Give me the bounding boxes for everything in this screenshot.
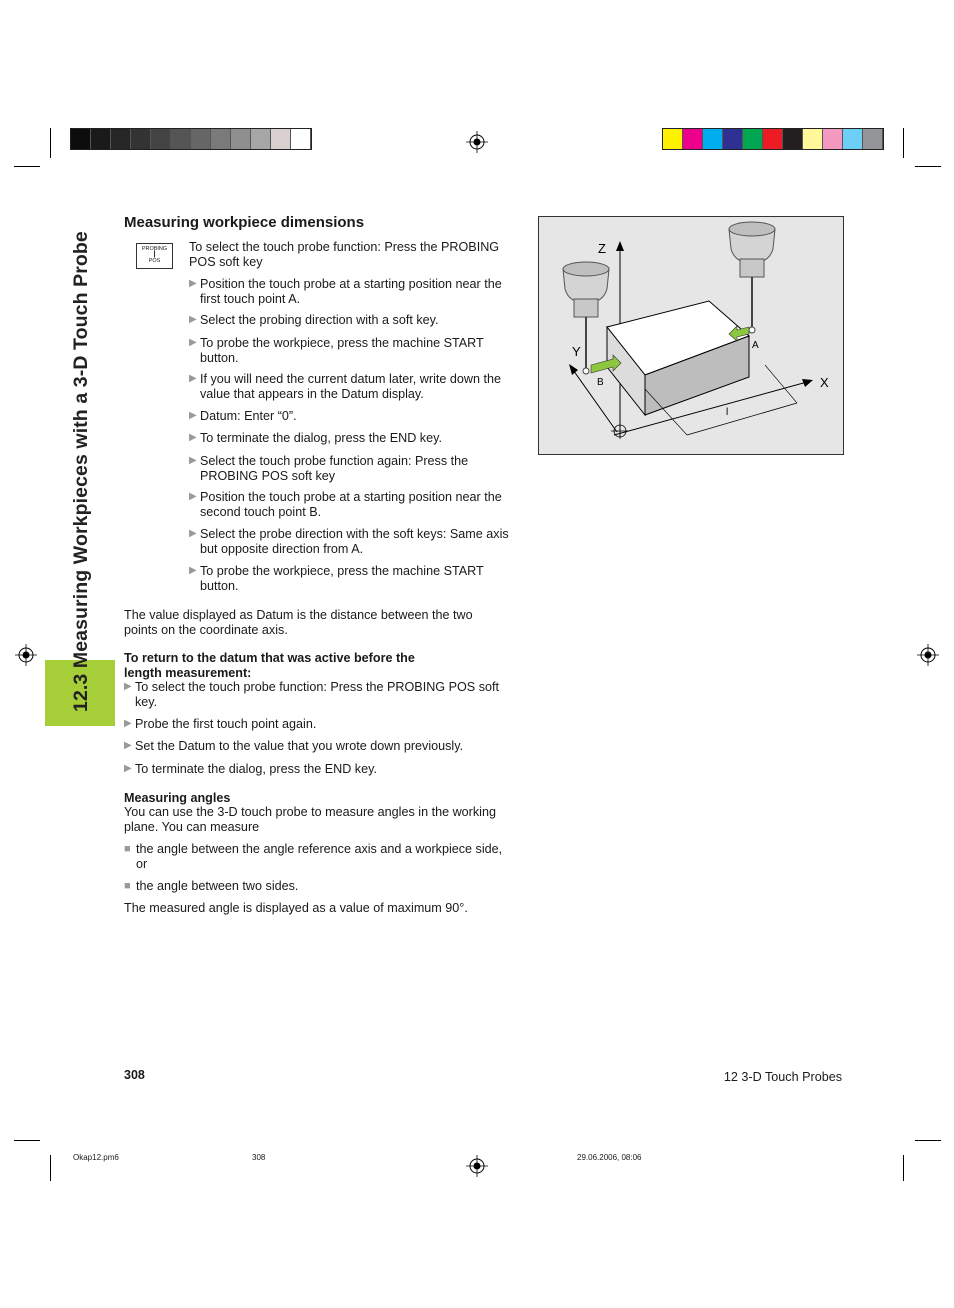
gray-swatch — [291, 129, 311, 149]
color-swatch — [743, 129, 763, 149]
registration-target-icon — [466, 131, 488, 153]
axis-label: Y — [572, 344, 581, 359]
color-swatch — [723, 129, 743, 149]
gray-swatch — [151, 129, 171, 149]
gray-swatch — [171, 129, 191, 149]
point-label: A — [752, 340, 759, 351]
crop-mark — [50, 128, 51, 158]
slug-page: 308 — [252, 1153, 266, 1162]
step-text: Select the touch probe function again: Press the PROBING POS soft key — [200, 454, 469, 483]
gray-swatch — [231, 129, 251, 149]
gray-swatch — [211, 129, 231, 149]
step-text: To select the touch probe function: Press the PROBING POS soft key — [189, 240, 500, 269]
angles-heading: Measuring angles — [124, 791, 231, 805]
return-step-text: To select the touch probe function: Press the PROBING POS soft key. — [135, 680, 499, 709]
arrow-right-icon: ▶ — [124, 681, 132, 692]
list-item — [124, 879, 504, 894]
step-item — [189, 409, 519, 424]
bullet-square-icon: ■ — [124, 843, 131, 855]
step-text: If you will need the current datum later, write down the value that appears in the Datum display. — [200, 372, 502, 401]
slug-date: 29.06.2006, 08:06 — [577, 1153, 642, 1162]
angles-outro: The measured angle is displayed as a value of maximum 90°. — [124, 901, 468, 915]
chapter-footer: 12 3-D Touch Probes — [723, 1070, 842, 1084]
step-item — [189, 490, 519, 519]
crop-mark — [14, 1140, 40, 1141]
point-label: B — [597, 377, 604, 388]
color-swatch — [863, 129, 883, 149]
crop-mark — [903, 1155, 904, 1181]
step-text: To terminate the dialog, press the END key. — [200, 431, 442, 445]
gray-swatch — [91, 129, 111, 149]
step-item — [189, 240, 519, 269]
arrow-right-icon: ▶ — [189, 455, 197, 466]
axis-label: X — [820, 375, 829, 390]
arrow-right-icon: ▶ — [189, 337, 197, 348]
arrow-right-icon: ▶ — [189, 314, 197, 325]
bullet-square-icon: ■ — [124, 880, 131, 892]
step-item — [189, 313, 519, 328]
gray-swatch — [111, 129, 131, 149]
axis-label: Z — [598, 241, 606, 256]
step-text: Datum: Enter “0”. — [200, 409, 297, 423]
probing-pos-softkey — [136, 243, 173, 269]
arrow-right-icon: ▶ — [124, 763, 132, 774]
step-item — [189, 564, 519, 593]
step-text: Select the probe direction with the soft keys: Same axis but opposite direction from A. — [200, 527, 509, 556]
arrow-right-icon: ▶ — [189, 432, 197, 443]
page-number: 308 — [124, 1068, 145, 1082]
softkey-label: POS — [148, 258, 161, 264]
color-swatch — [683, 129, 703, 149]
color-swatch — [783, 129, 803, 149]
color-swatch — [663, 129, 683, 149]
step-text: To probe the workpiece, press the machine START button. — [200, 336, 484, 365]
registration-target-icon — [15, 644, 37, 666]
list-item-text: the angle between the angle reference axis and a workpiece side, or — [136, 842, 503, 871]
list-item-text: the angle between two sides. — [136, 879, 299, 893]
section-heading: Measuring workpiece dimensions — [124, 214, 365, 231]
step-item — [189, 277, 519, 306]
return-step-item — [124, 739, 519, 754]
crop-mark — [915, 166, 941, 167]
step-text: Position the touch probe at a starting position near the second touch point B. — [200, 490, 502, 519]
slug-file: Okap12.pm6 — [73, 1153, 119, 1162]
arrow-right-icon: ▶ — [189, 278, 197, 289]
list-item — [124, 842, 504, 871]
angles-intro: You can use the 3-D touch probe to measure angles in the working plane. You can measure — [124, 805, 496, 834]
crop-mark — [915, 1140, 941, 1141]
return-step-text: Set the Datum to the value that you wrote down previously. — [135, 739, 464, 753]
datum-note: The value displayed as Datum is the distance between the two points on the coordinate axis. — [124, 608, 473, 637]
color-swatch — [763, 129, 783, 149]
return-step-item — [124, 762, 519, 777]
step-item — [189, 431, 519, 446]
step-item — [189, 527, 519, 556]
return-step-text: Probe the first touch point again. — [135, 717, 317, 731]
color-swatch — [703, 129, 723, 149]
section-title-vertical: 12.3 Measuring Workpieces with a 3-D Touch Probe — [70, 231, 92, 712]
measurement-diagram — [539, 217, 843, 454]
softkey-probe-icon: ┃ — [152, 252, 157, 258]
step-item — [189, 336, 519, 365]
arrow-right-icon: ▶ — [124, 740, 132, 751]
color-swatch — [823, 129, 843, 149]
return-step-item — [124, 680, 519, 709]
crop-mark — [903, 128, 904, 158]
color-swatch — [803, 129, 823, 149]
gray-swatch — [131, 129, 151, 149]
gray-swatch — [251, 129, 271, 149]
step-text: Select the probing direction with a soft key. — [200, 313, 439, 327]
gray-swatch — [271, 129, 291, 149]
registration-target-icon — [466, 1155, 488, 1177]
arrow-right-icon: ▶ — [124, 718, 132, 729]
arrow-right-icon: ▶ — [189, 565, 197, 576]
gray-swatch — [191, 129, 211, 149]
grayscale-bar — [70, 128, 312, 150]
return-step-text: To terminate the dialog, press the END key. — [135, 762, 377, 776]
gray-swatch — [71, 129, 91, 149]
arrow-right-icon: ▶ — [189, 491, 197, 502]
return-step-item — [124, 717, 519, 732]
dimension-label: l — [726, 407, 729, 418]
crop-mark — [50, 1155, 51, 1181]
return-heading: To return to the datum that was active before the length measurement: — [124, 651, 415, 680]
crop-mark — [14, 166, 40, 167]
color-bar — [662, 128, 884, 150]
softkey-label: PROBING — [141, 246, 168, 252]
step-text: To probe the workpiece, press the machine START button. — [200, 564, 484, 593]
arrow-right-icon: ▶ — [189, 373, 197, 384]
step-text: Position the touch probe at a starting position near the first touch point A. — [200, 277, 502, 306]
step-item — [189, 372, 519, 401]
color-swatch — [843, 129, 863, 149]
probe-illustration — [538, 216, 844, 455]
step-item — [189, 454, 519, 483]
registration-target-icon — [917, 644, 939, 666]
arrow-right-icon: ▶ — [189, 410, 197, 421]
arrow-right-icon: ▶ — [189, 528, 197, 539]
